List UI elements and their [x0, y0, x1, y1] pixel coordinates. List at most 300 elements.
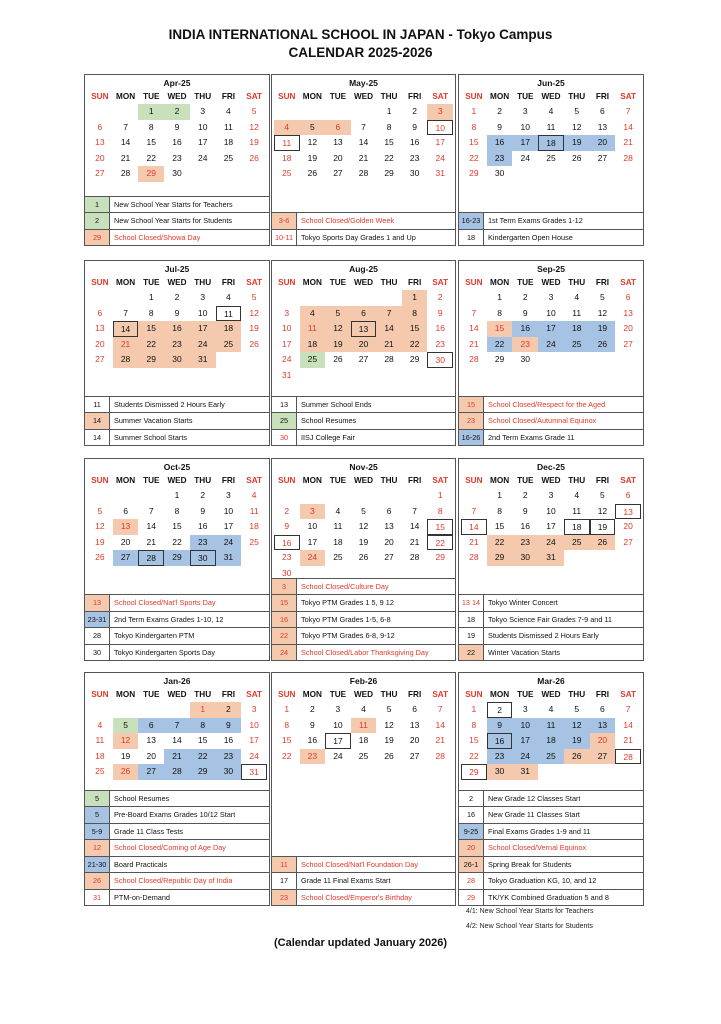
day-cell: 12	[571, 121, 582, 132]
day-cell: 27	[623, 338, 633, 349]
legend-row	[272, 611, 455, 628]
month-legend	[459, 790, 643, 906]
legend-row	[459, 396, 643, 413]
legend-row	[85, 856, 269, 873]
day-cell: 11	[249, 505, 259, 516]
day-cell: 22	[469, 750, 479, 761]
day-cell: 3	[251, 704, 257, 714]
weekday-header: SUN	[91, 278, 109, 287]
empty-cell	[274, 488, 300, 504]
day-cell: 5	[574, 106, 580, 116]
day-cell: 31	[435, 168, 445, 178]
day-cell: 2	[309, 704, 315, 714]
legend-text: Kindergarten Open House	[488, 232, 573, 242]
day-cell: 15	[138, 321, 164, 337]
weekday-header: WED	[167, 690, 187, 699]
weekday-header: THU	[568, 690, 586, 699]
day-cell: 22	[427, 535, 453, 551]
empty-cell	[113, 702, 139, 718]
day-cell: 20	[95, 338, 105, 349]
month-jun-25	[458, 74, 644, 246]
day-cell: 22	[384, 152, 394, 163]
day-cell: 16	[274, 535, 300, 551]
legend-key: 23-31	[85, 612, 110, 628]
day-cell: 16	[512, 321, 538, 337]
day-cell: 19	[307, 152, 318, 163]
weekday-header: SAT	[620, 92, 637, 101]
day-cell: 24	[249, 750, 259, 761]
day-cell: 26	[95, 552, 105, 562]
day-cell: 31	[190, 352, 216, 368]
day-cell: 1	[284, 704, 290, 714]
day-cell: 4	[574, 292, 580, 302]
legend-row	[459, 889, 643, 906]
legend-key: 15	[459, 397, 484, 413]
day-cell: 16	[487, 135, 513, 151]
day-cell: 15	[402, 321, 428, 337]
day-cell: 30	[512, 550, 538, 566]
legend-row	[85, 429, 269, 446]
month-jul-25	[84, 260, 270, 446]
day-cell: 30	[282, 567, 292, 578]
day-cell: 15	[427, 519, 453, 535]
day-cell: 9	[412, 121, 417, 132]
day-cell: 26	[333, 354, 343, 364]
day-cell: 19	[564, 733, 590, 749]
day-cell: 27	[113, 550, 139, 566]
day-cell: 20	[146, 750, 157, 761]
day-cell: 15	[487, 321, 513, 337]
day-cell: 24	[435, 152, 445, 163]
day-cell: 16	[223, 735, 234, 745]
day-cell: 21	[623, 137, 633, 147]
day-cell: 11	[333, 521, 343, 531]
day-cell: 15	[469, 137, 479, 147]
legend-text: Tokyo PTM Grades 1 5, 9 12	[301, 598, 394, 607]
day-cell: 14	[120, 137, 131, 147]
weekday-header: TUE	[517, 690, 534, 699]
legend-text: TK/YK Combined Graduation 5 and 8	[488, 892, 609, 902]
month-name: Oct-25	[163, 462, 191, 472]
empty-cell	[274, 290, 300, 306]
weekday-header: FRI	[408, 476, 422, 485]
day-cell: 13	[590, 718, 616, 734]
calendar-title: CALENDAR 2025-2026	[288, 45, 433, 60]
day-cell: 23	[172, 152, 182, 163]
day-cell: 23	[282, 552, 292, 562]
day-cell: 13	[95, 137, 105, 147]
day-cell: 26	[249, 338, 259, 349]
legend-row	[272, 856, 455, 873]
legend-key: 22	[272, 628, 297, 644]
day-cell: 13	[113, 519, 139, 535]
day-cell: 23	[190, 535, 216, 551]
day-cell: 29	[138, 352, 164, 368]
legend-key: 18	[459, 612, 484, 628]
day-cell: 5	[300, 120, 326, 136]
day-cell: 25	[223, 152, 234, 163]
legend-key: 28	[85, 628, 110, 644]
weekday-header: SUN	[91, 476, 109, 485]
day-cell: 7	[148, 505, 154, 516]
legend-text: Winter Vacation Starts	[488, 647, 561, 657]
legend-key: 12	[85, 840, 110, 856]
legend-text: School Closed/Golden Week	[301, 216, 395, 225]
day-cell: 5	[325, 306, 351, 322]
month-legend	[272, 212, 455, 245]
day-cell: 23	[300, 749, 326, 765]
day-cell: 28	[358, 168, 369, 178]
month-feb-26	[271, 672, 456, 906]
day-cell: 4	[251, 490, 257, 500]
month-legend	[272, 396, 455, 446]
day-cell: 25	[546, 152, 556, 163]
day-cell: 19	[249, 323, 259, 333]
day-cell: 18	[333, 536, 343, 547]
day-cell: 1	[138, 104, 164, 120]
day-cell: 22	[487, 535, 513, 551]
weekday-header: SUN	[465, 690, 483, 699]
day-cell: 26	[590, 535, 616, 551]
day-cell: 21	[469, 536, 479, 547]
legend-key: 16-26	[459, 430, 484, 446]
weekday-header: FRI	[595, 690, 610, 699]
day-cell: 27	[623, 536, 633, 547]
day-cell: 17	[538, 321, 564, 337]
day-cell: 28	[435, 750, 445, 761]
weekday-header: WED	[167, 278, 187, 287]
day-cell: 27	[95, 354, 105, 364]
legend-row	[459, 429, 643, 446]
legend-text: Summer School Ends	[301, 399, 372, 409]
day-cell: 20	[95, 152, 105, 163]
day-cell: 9	[216, 718, 242, 734]
day-cell: 19	[564, 135, 590, 151]
month-dec-25	[458, 458, 644, 661]
note-2: 4/2: New School Year Starts for Students	[466, 923, 593, 930]
day-cell: 27	[409, 750, 420, 761]
school-title: INDIA INTERNATIONAL SCHOOL IN JAPAN - Tokyo Campus	[168, 27, 553, 42]
empty-cell	[351, 104, 377, 120]
day-cell: 5	[600, 490, 605, 500]
legend-key: 16-23	[459, 213, 484, 229]
day-cell: 21	[435, 735, 445, 745]
day-cell: 3	[548, 292, 554, 302]
day-cell: 6	[97, 121, 103, 132]
legend-text: Grade 11 Final Exams Start	[301, 876, 391, 885]
weekday-header: MON	[116, 278, 136, 287]
day-cell: 19	[590, 321, 616, 337]
day-cell: 25	[300, 352, 326, 368]
day-cell: 12	[113, 733, 139, 749]
day-cell: 3	[226, 490, 231, 500]
weekday-header: THU	[194, 476, 212, 485]
legend-row	[272, 412, 455, 429]
day-cell: 23	[487, 749, 513, 765]
day-cell: 23	[409, 152, 420, 163]
day-cell: 30	[427, 352, 453, 368]
day-cell: 17	[307, 536, 318, 547]
day-cell: 10	[546, 505, 556, 516]
day-cell: 9	[200, 505, 206, 516]
day-cell: 1	[174, 490, 180, 500]
legend-row	[85, 412, 269, 429]
legend-key: 31	[85, 890, 110, 906]
legend-row	[459, 212, 643, 229]
legend-key: 11	[85, 397, 110, 413]
month-legend	[85, 396, 269, 446]
day-cell: 16	[197, 521, 208, 531]
day-cell: 19	[590, 519, 616, 535]
day-cell: 1	[148, 292, 154, 302]
weekday-header: TUE	[329, 690, 347, 699]
weekday-header: SAT	[620, 476, 637, 485]
weekday-header: FRI	[221, 92, 236, 101]
day-cell: 15	[197, 735, 208, 745]
weekday-header: MON	[116, 92, 136, 101]
day-cell: 9	[309, 719, 315, 730]
month-legend	[85, 790, 269, 906]
weekday-header: WED	[541, 476, 561, 485]
day-cell: 20	[351, 337, 377, 353]
day-cell: 9	[174, 307, 180, 318]
legend-key: 13	[85, 595, 110, 611]
day-cell: 8	[402, 306, 428, 322]
day-cell: 4	[361, 704, 366, 714]
day-cell: 2	[164, 104, 190, 120]
weekday-header: FRI	[408, 690, 422, 699]
legend-key: 5	[85, 807, 110, 823]
day-cell: 13	[409, 719, 420, 730]
day-cell: 15	[282, 735, 292, 745]
day-cell: 15	[384, 137, 394, 147]
month-sep-25	[458, 260, 644, 446]
legend-row	[459, 823, 643, 840]
day-cell: 28	[623, 152, 633, 163]
day-cell: 18	[358, 735, 369, 745]
day-cell: 1	[471, 704, 477, 714]
day-cell: 12	[325, 321, 351, 337]
legend-key: 23	[459, 413, 484, 429]
month-name: May-25	[349, 78, 378, 88]
weekday-header: TUE	[329, 476, 347, 485]
empty-cell	[87, 104, 113, 120]
day-cell: 29	[164, 550, 190, 566]
weekday-header: THU	[380, 92, 398, 101]
day-grid	[274, 473, 453, 581]
weekday-header: TUE	[143, 476, 160, 485]
day-cell: 23	[164, 337, 190, 353]
day-cell: 14	[146, 521, 157, 531]
day-cell: 4	[548, 106, 554, 116]
day-cell: 17	[435, 137, 445, 147]
weekday-header: FRI	[408, 92, 422, 101]
day-cell: 21	[164, 749, 190, 765]
weekday-header: SUN	[278, 690, 296, 699]
day-cell: 5	[251, 106, 257, 116]
day-cell: 17	[512, 135, 538, 151]
day-cell: 19	[384, 735, 394, 745]
day-cell: 13	[384, 521, 394, 531]
weekday-header: MON	[490, 476, 510, 485]
weekday-header: SAT	[620, 690, 637, 699]
day-cell: 11	[274, 135, 300, 151]
legend-row	[85, 611, 269, 628]
day-cell: 21	[409, 536, 420, 547]
empty-cell	[113, 488, 139, 504]
day-cell: 25	[333, 552, 343, 562]
legend-row	[459, 790, 643, 807]
day-cell: 30	[409, 168, 420, 178]
day-cell: 12	[384, 719, 394, 730]
weekday-header: MON	[302, 690, 322, 699]
legend-key: 11	[272, 857, 297, 873]
weekday-header: TUE	[329, 278, 347, 287]
weekday-header: WED	[353, 92, 374, 101]
day-cell: 11	[224, 121, 233, 132]
month-nov-25	[271, 458, 456, 661]
day-cell: 12	[95, 521, 105, 531]
day-cell: 7	[625, 704, 631, 714]
day-cell: 17	[223, 521, 234, 531]
day-cell: 22	[402, 337, 428, 353]
day-cell: 14	[172, 735, 182, 745]
empty-cell	[87, 488, 113, 504]
legend-row	[459, 412, 643, 429]
weekday-header: TUE	[517, 278, 534, 287]
day-cell: 1	[386, 106, 392, 116]
weekday-header: WED	[541, 92, 561, 101]
weekday-header: SAT	[620, 278, 637, 287]
day-cell: 24	[512, 749, 538, 765]
legend-row	[272, 889, 455, 906]
day-cell: 27	[597, 152, 608, 163]
legend-row	[85, 644, 269, 661]
empty-cell	[164, 702, 190, 718]
day-cell: 4	[574, 490, 580, 500]
month-oct-25	[84, 458, 270, 661]
legend-text: School Closed/Respect for the Aged	[488, 399, 606, 409]
day-cell: 3	[522, 704, 528, 714]
weekday-header: THU	[568, 92, 586, 101]
day-cell: 14	[409, 521, 420, 531]
empty-cell	[113, 104, 139, 120]
day-cell: 26	[307, 168, 318, 178]
day-cell: 20	[623, 323, 633, 333]
weekday-header: THU	[568, 476, 586, 485]
day-cell: 14	[113, 321, 139, 337]
legend-key: 26	[85, 873, 110, 889]
day-cell: 7	[625, 106, 631, 116]
legend-row	[459, 872, 643, 889]
day-cell: 25	[358, 750, 369, 761]
legend-row	[272, 212, 455, 229]
day-cell: 11	[95, 735, 105, 745]
day-cell: 29	[469, 168, 479, 178]
day-cell: 10	[512, 718, 538, 734]
day-cell: 11	[572, 307, 582, 318]
legend-row	[85, 889, 269, 906]
legend-key: 5-9	[85, 824, 110, 840]
legend-text: School Closed/Labor Thanksgiving Day	[301, 647, 429, 657]
weekday-header: TUE	[517, 476, 534, 485]
legend-text: School Closed/Coming of Age Day	[114, 843, 226, 852]
day-cell: 28	[469, 354, 479, 364]
day-cell: 8	[437, 505, 443, 516]
weekday-header: TUE	[143, 92, 160, 101]
weekday-header: THU	[380, 690, 398, 699]
day-cell: 8	[386, 121, 392, 132]
legend-row	[272, 594, 455, 611]
legend-key: 22	[459, 645, 484, 661]
legend-key: 9-25	[459, 824, 484, 840]
weekday-header: WED	[353, 476, 374, 485]
day-cell: 14	[623, 719, 633, 730]
day-cell: 17	[546, 521, 556, 531]
day-cell: 18	[300, 337, 326, 353]
day-cell: 24	[333, 750, 343, 761]
day-cell: 7	[412, 505, 417, 516]
empty-cell	[274, 104, 300, 120]
weekday-header: WED	[167, 476, 187, 485]
day-cell: 14	[623, 121, 633, 132]
legend-key: 20	[459, 840, 484, 856]
day-cell: 8	[148, 307, 154, 318]
day-cell: 24	[216, 535, 242, 551]
day-cell: 18	[538, 733, 564, 749]
day-cell: 24	[538, 337, 564, 353]
day-cell: 11	[538, 718, 564, 734]
day-cell: 27	[358, 354, 369, 364]
legend-row	[459, 229, 643, 246]
day-cell: 24	[190, 337, 216, 353]
day-cell: 31	[241, 764, 267, 780]
day-cell: 29	[190, 764, 216, 780]
month-name: Nov-25	[349, 462, 378, 472]
day-cell: 1	[402, 290, 428, 306]
month-name: Jul-25	[164, 264, 190, 274]
note-1: 4/1: New School Year Starts for Teachers	[466, 908, 594, 915]
month-legend	[272, 856, 455, 906]
day-cell: 14	[435, 719, 445, 730]
day-cell: 5	[574, 704, 580, 714]
day-cell: 21	[623, 735, 633, 745]
legend-text: Final Exams Grades 1-9 and 11	[488, 826, 591, 836]
legend-row	[272, 627, 455, 644]
day-cell: 11	[351, 718, 377, 734]
day-cell: 20	[590, 733, 616, 749]
day-cell: 22	[138, 337, 164, 353]
day-cell: 25	[216, 337, 242, 353]
legend-key: 3-6	[272, 213, 297, 229]
weekday-header: TUE	[329, 92, 347, 101]
day-cell: 10	[427, 120, 453, 136]
day-cell: 15	[146, 137, 157, 147]
month-legend	[459, 396, 643, 446]
day-cell: 3	[548, 490, 554, 500]
legend-row	[272, 229, 455, 246]
day-cell: 2	[522, 292, 528, 302]
day-cell: 21	[376, 337, 402, 353]
day-cell: 16	[435, 323, 445, 333]
legend-key: 17	[272, 873, 297, 889]
legend-text: School Closed/Vernal Equinox	[488, 843, 587, 852]
empty-cell	[138, 702, 164, 718]
legend-row	[85, 839, 269, 856]
day-cell: 23	[512, 535, 538, 551]
empty-cell	[351, 488, 377, 504]
day-cell: 7	[123, 121, 128, 132]
